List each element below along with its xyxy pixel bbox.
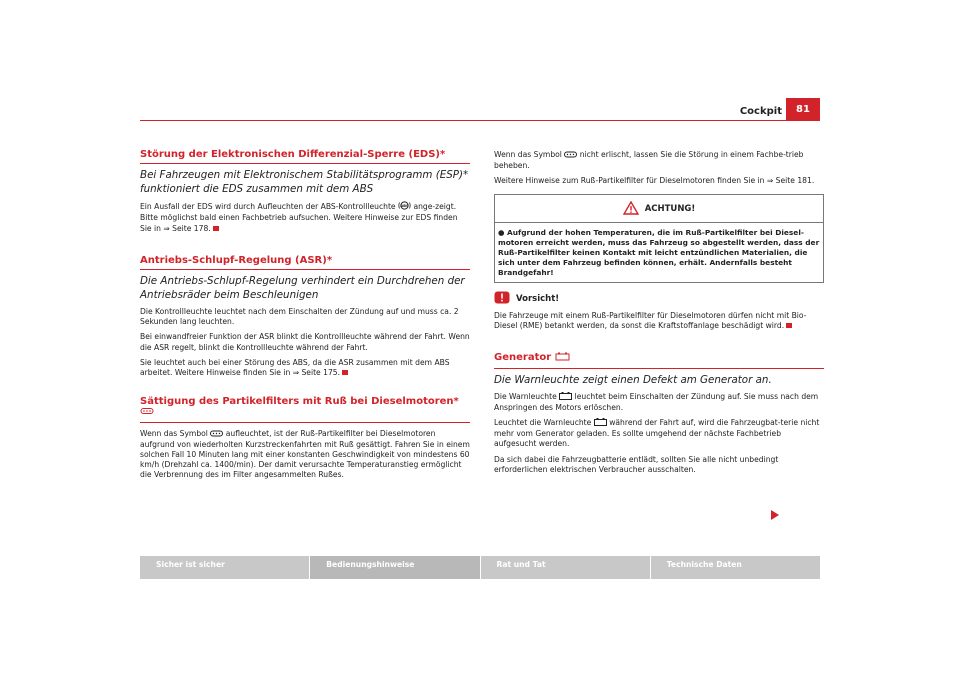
end-marker-icon — [213, 226, 219, 231]
right-para-2: Weitere Hinweise zum Ruß-Partikelfilter für Dieselmotoren finden Sie in ⇒ Seite 181. — [494, 176, 815, 186]
section-eds-title: Störung der Elektronischen Differenzial-Sperre (EDS)* — [140, 150, 470, 164]
section-eds-text — [140, 201, 470, 234]
eds-text-part1: Ein Ausfall der EDS wird durch Aufleuchten der ABS-Kontrollleuchte — [140, 202, 396, 212]
abs-warning-icon — [398, 201, 411, 213]
particle-filter-inline-icon — [564, 151, 577, 161]
battery-inline-icon — [559, 392, 572, 403]
asr-para-2: Bei einwandfreier Funktion der ASR blinkt die Kontrollleuchte während der Fahrt. Wenn die ASR regelt, blinkt die Kontrollleuchte während der Fahrt. — [140, 332, 470, 352]
battery-inline-icon — [594, 418, 607, 429]
asr-para-3-text: Sie leuchtet auch bei einer Störung des ABS, da die ASR zusammen mit dem ABS arbeitet. Weitere Hinweise finden Sie in ⇒ Seite 175. — [140, 357, 450, 378]
svg-text:ABS: ABS — [400, 203, 409, 209]
end-marker-icon — [786, 323, 792, 328]
particle-filter-title-text: Sättigung des Partikelfilters mit Ruß bei Dieselmotoren* — [140, 396, 459, 408]
header-rule — [140, 120, 820, 121]
right-para-1-part1: Wenn das Symbol — [494, 150, 562, 159]
battery-icon — [555, 352, 570, 364]
warning-box — [494, 194, 824, 283]
warning-title: ACHTUNG! — [644, 204, 696, 215]
section-generator-subtitle: Die Warnleuchte zeigt einen Defekt am Generator an. — [494, 373, 772, 386]
warning-header — [495, 195, 823, 222]
end-marker-icon — [342, 370, 348, 375]
footer-nav — [140, 556, 820, 579]
generator-para-1 — [494, 392, 824, 413]
footer-tab-bedienungshinweise[interactable]: Bedienungshinweise — [310, 556, 479, 579]
right-para-1 — [494, 150, 824, 171]
asr-para-1: Die Kontrollleuchte leuchtet nach dem Einschalten der Zündung auf und muss ca. 2 Sekunden lang leuchten. — [140, 307, 459, 327]
footer-tab-rat-und-tat[interactable]: Rat und Tat — [481, 556, 650, 579]
generator-para-2 — [494, 418, 824, 450]
page-number: 81 — [786, 98, 820, 120]
running-header-title: Cockpit — [739, 106, 782, 117]
footer-tab-technische-daten[interactable]: Technische Daten — [651, 556, 820, 579]
section-eds-subtitle: Bei Fahrzeugen mit Elektronischem Stabilitätsprogramm (ESP)* funktioniert die EDS zusammen mit dem ABS — [140, 169, 469, 196]
caution-header — [494, 291, 824, 307]
right-para-1-part2: nicht erlischt, lassen Sie die Störung in einem Fachbe-trieb beheben. — [494, 150, 804, 171]
warning-text: Aufgrund der hohen Temperaturen, die im Ruß-Partikelfilter bei Diesel-motoren erreicht werden, muss das Fahrzeug so abgestellt werden, dass der Ruß-Partikelfilter keinen Kontakt mit leicht entzündlichen Materialien, die sich unter dem Fahrzeug befinden können, erhält. Andernfalls besteht Brandgefahr! — [498, 227, 820, 277]
right-column — [494, 150, 824, 480]
asr-para-3 — [140, 358, 470, 378]
caution-title: Vorsicht! — [516, 293, 560, 304]
generator-para-3: Da sich dabei die Fahrzeugbatterie entlädt, sollten Sie alle nicht unbedingt erforderlichen elektrischen Verbraucher ausschalten. — [494, 454, 779, 474]
particle-filter-text-part2: aufleuchtet, ist der Ruß-Partikelfilter bei Dieselmotoren aufgrund von wiederholten Kurzstreckenfahrten mit Ruß gesättigt. Fahren Sie in einem solchen Fall 10 Minuten lang mit einer konstanten Geschwindigkeit von mindestens 60 km/h (Drehzahl ca. 1400/min). Der damit verursachte Temperaturanstieg ermöglicht die Verbrennung des im Filter angesammelten Rußes. — [140, 428, 470, 480]
particle-filter-icon — [140, 407, 154, 418]
generator-title-text: Generator — [494, 352, 552, 364]
generator-para-1-part2: leuchtet beim Einschalten der Zündung auf. Sie muss nach dem Anspringen des Motors erlöschen. — [494, 391, 819, 412]
footer-tab-sicher[interactable]: Sicher ist sicher — [140, 556, 309, 579]
generator-para-2-part1: Leuchtet die Warnleuchte — [494, 418, 592, 428]
section-particle-filter-title — [140, 397, 470, 422]
section-asr-title: Antriebs-Schlupf-Regelung (ASR)* — [140, 256, 470, 270]
eds-text-part2: ange-zeigt. Bitte möglichst bald einen Fachbetrieb aufsuchen. Weitere Hinweise zur EDS finden Sie in ⇒ Seite 178. — [140, 202, 458, 233]
left-column — [140, 150, 470, 486]
caution-text-content: Die Fahrzeuge mit einem Ruß-Partikelfilter für Dieselmotoren dürfen nicht mit Bio-Diesel (RME) betankt werden, da sonst die Kraftstoffanlage beschädigt wird. — [494, 311, 807, 331]
caution-text — [494, 311, 824, 331]
particle-filter-text — [140, 429, 470, 481]
particle-filter-inline-icon — [210, 430, 223, 440]
bullet-icon: ● — [498, 227, 505, 237]
generator-para-1-part1: Die Warnleuchte — [494, 391, 557, 401]
particle-filter-text-part1: Wenn das Symbol — [140, 428, 208, 438]
section-asr-subtitle: Die Antriebs-Schlupf-Regelung verhindert ein Durchdrehen der Antriebsräder beim Beschleunigen — [140, 275, 465, 302]
warning-body — [495, 222, 823, 282]
section-generator-title — [494, 352, 824, 368]
continue-arrow-icon[interactable] — [770, 506, 780, 525]
warning-triangle-icon — [623, 201, 639, 218]
generator-para-2-part2: während der Fahrt auf, wird die Fahrzeugbat-terie nicht mehr vom Generator geladen. Es sollte umgehend der nächste Fachbetrieb aufgesucht werden. — [494, 418, 820, 449]
caution-icon — [494, 291, 510, 307]
